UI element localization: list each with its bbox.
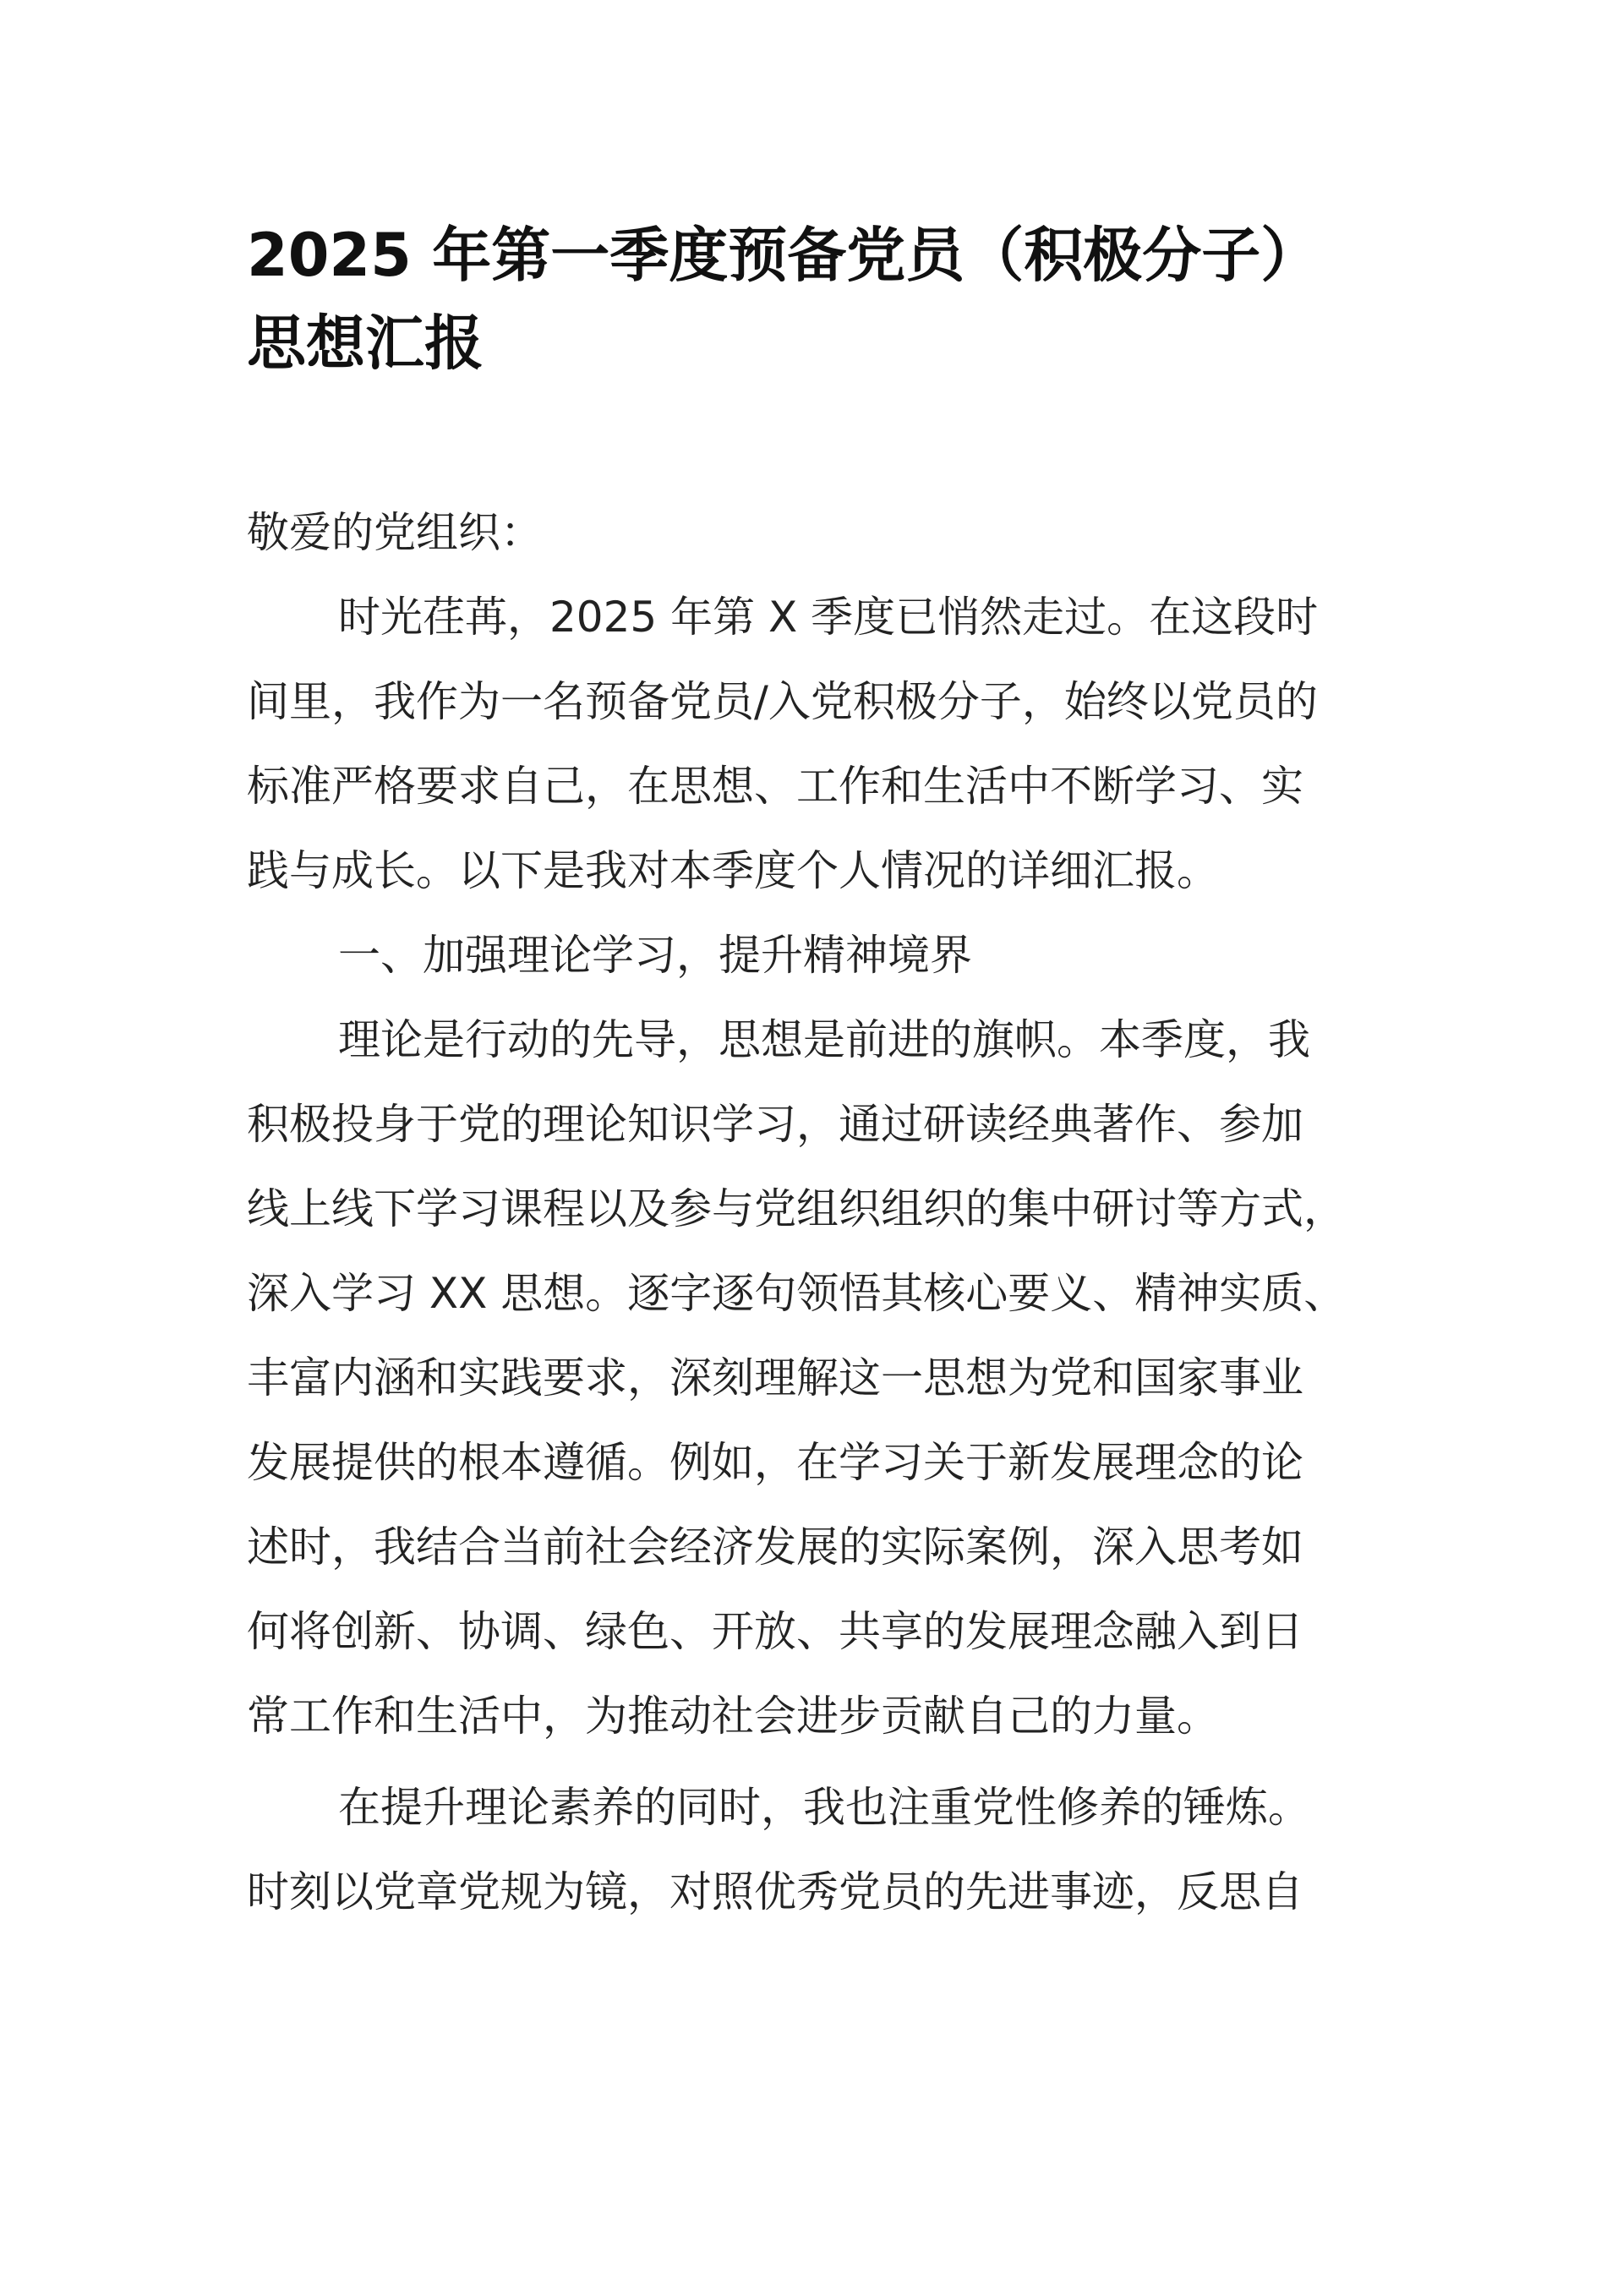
paragraph-line: 常工作和生活中，为推动社会进步贡献自己的力量。	[247, 1692, 1219, 1741]
title-line-1: 2025 年第一季度预备党员（积极分子）	[247, 221, 1320, 290]
paragraph-theory	[247, 998, 1405, 1758]
paragraph-line: 积极投身于党的理论知识学习，通过研读经典著作、参加	[247, 1100, 1303, 1149]
salutation	[247, 490, 1405, 575]
paragraph-line: 在提升理论素养的同时，我也注重党性修养的锤炼。	[338, 1783, 1310, 1832]
paragraph-line: 理论是行动的先导，思想是前进的旗帜。本季度，我	[338, 1015, 1310, 1064]
paragraph-line: 践与成长。以下是我对本季度个人情况的详细汇报。	[247, 846, 1219, 895]
paragraph-intro	[247, 575, 1405, 913]
section-heading-line: 一、加强理论学习，提升精神境界	[338, 931, 972, 980]
document-body	[247, 490, 1405, 1934]
section-heading-1	[247, 913, 1405, 998]
document-title	[247, 211, 1413, 387]
paragraph-line: 线上线下学习课程以及参与党组织组织的集中研讨等方式，	[247, 1184, 1346, 1233]
paragraph-line: 深入学习 XX 思想。逐字逐句领悟其核心要义、精神实质、	[247, 1269, 1347, 1318]
paragraph-line: 发展提供的根本遵循。例如，在学习关于新发展理念的论	[247, 1438, 1303, 1487]
paragraph-line: 时光荏苒，2025 年第 X 季度已悄然走过。在这段时	[338, 593, 1319, 642]
paragraph-line: 丰富内涵和实践要求，深刻理解这一思想为党和国家事业	[247, 1353, 1303, 1402]
paragraph-line: 时刻以党章党规为镜，对照优秀党员的先进事迹，反思自	[247, 1867, 1303, 1916]
paragraph-party-spirit	[247, 1765, 1405, 1934]
title-line-2: 思想汇报	[247, 309, 484, 378]
paragraph-line: 述时，我结合当前社会经济发展的实际案例，深入思考如	[247, 1522, 1303, 1572]
paragraph-line: 间里，我作为一名预备党员/入党积极分子，始终以党员的	[247, 677, 1318, 726]
paragraph-line: 何将创新、协调、绿色、开放、共享的发展理念融入到日	[247, 1607, 1303, 1656]
salutation-line: 敬爱的党组织：	[247, 508, 543, 557]
paragraph-line: 标准严格要求自己，在思想、工作和生活中不断学习、实	[247, 762, 1303, 811]
